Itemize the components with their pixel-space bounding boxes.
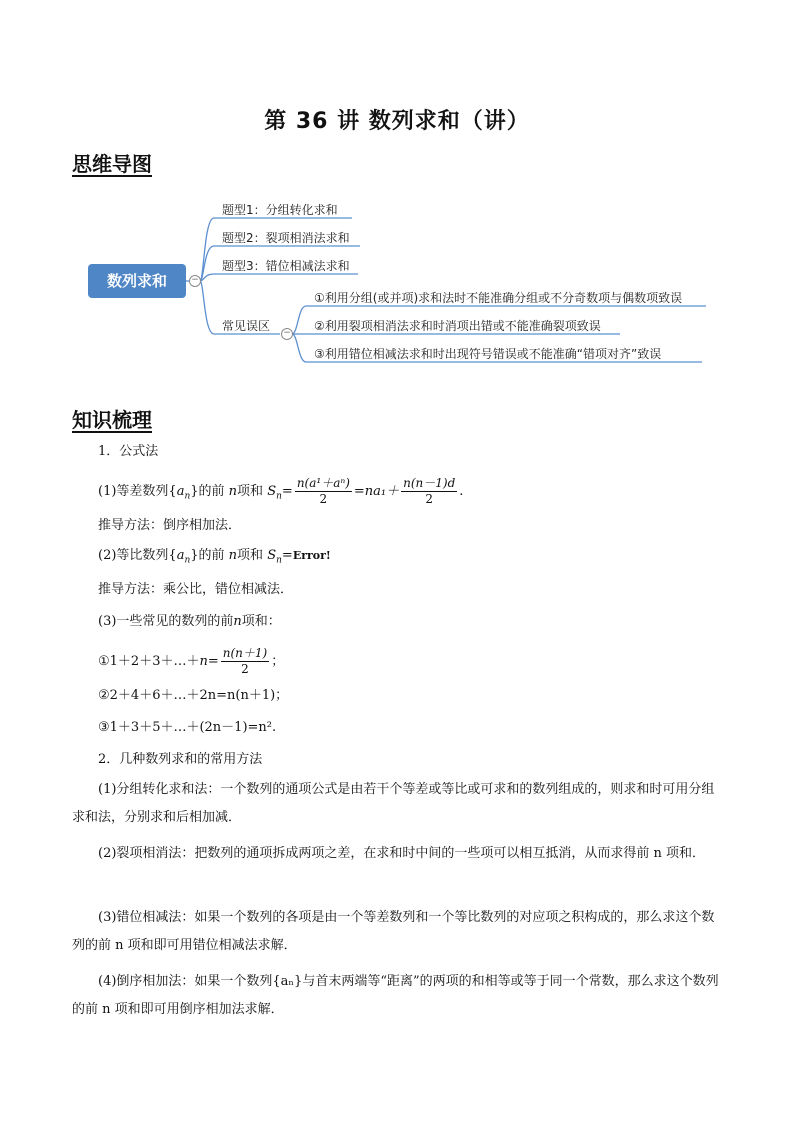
mindmap-heading: 思维导图 [72,152,152,176]
collapse-toggle-icon[interactable]: − [189,275,201,287]
common-sum-3: ③1＋3＋5＋…＋(2n－1)=n². [98,720,277,735]
method-reverse-addition: (4)倒序相加法：如果一个数列{aₙ}与首末两端等“距离”的两项的和相等或等于同一个常数，那么求这个数列的前 n 项和即可用倒序相加法求解． [72,974,719,1017]
collapse-toggle-icon[interactable]: − [281,328,293,340]
arithmetic-sum-formula: (1)等差数列$\{a_n\}$的前 n项和 $S_n=$ $\frac{\text{n(a¹＋aⁿ)}}{2}$ =na₁＋ $\frac{n(n-1)d}{2}$ . [98,476,464,506]
derivation-method-1: 推导方法：倒序相加法． [98,518,242,533]
mindmap-mistake-3: ③利用错位相减法求和时出现符号错误或不能准确“错项对齐”致误 [314,347,662,361]
method-grouping: (1)分组转化求和法：一个数列的通项公式是由若干个等差或等比或可求和的数列组成的，则求和时可用分组求和法，分别求和后相加减． [72,782,715,825]
mindmap-mistakes-label: 常见误区 [222,319,271,333]
common-sum-2: ②2＋4＋6＋…＋2n=n(n＋1)； [98,688,289,703]
page-title: 第 36 讲 数列求和（讲） [264,109,530,134]
fraction: $\frac{n(n+1)}{2}$ [222,646,268,676]
knowledge-heading: 知识梳理 [72,408,152,432]
method-telescoping: (2)裂项相消法：把数列的通项拆成两项之差，在求和时中间的一些项可以相互抵消，从而求得前 n 项和． [98,846,706,861]
fraction: $\frac{n(n-1)d}{2}$ [403,476,456,506]
mindmap-type-1: 题型1：分组转化求和 [222,203,338,217]
mindmap-mistake-2: ②利用裂项相消法求和时消项出错或不能准确裂项致误 [314,319,601,333]
section-formula-method: 1．公式法 [98,444,159,459]
section-common-methods: 2．几种数列求和的常用方法 [98,752,263,767]
mindmap-root: 数列求和 [88,264,186,298]
geometric-sum-formula: (2)等比数列$\{a_n\}$的前 n项和 $S_n=Error$! [98,548,331,566]
fraction: $\frac{\text{n(a¹＋aⁿ)}}{2}$ [296,476,350,506]
mindmap-type-2: 题型2：裂项相消法求和 [222,231,350,245]
mindmap-lines [0,0,794,400]
mindmap-type-3: 题型3：错位相减法求和 [222,259,350,273]
method-offset-subtraction: (3)错位相减法：如果一个数列的各项是由一个等差数列和一个等比数列的对应项之积构成的，那么求这个数列的前 n 项和即可用错位相减法求解． [72,910,715,953]
mindmap-mistake-1: ①利用分组(或并项)求和法时不能准确分组或不分奇数项与偶数项致误 [314,291,683,305]
common-sums-intro: (3)一些常见的数列的前n项和： [98,614,281,629]
common-sum-1: ①1＋2＋3＋…＋n= $\frac{n(n+1)}{2}$ ； [98,646,285,676]
derivation-method-2: 推导方法：乘公比，错位相减法． [98,582,294,597]
